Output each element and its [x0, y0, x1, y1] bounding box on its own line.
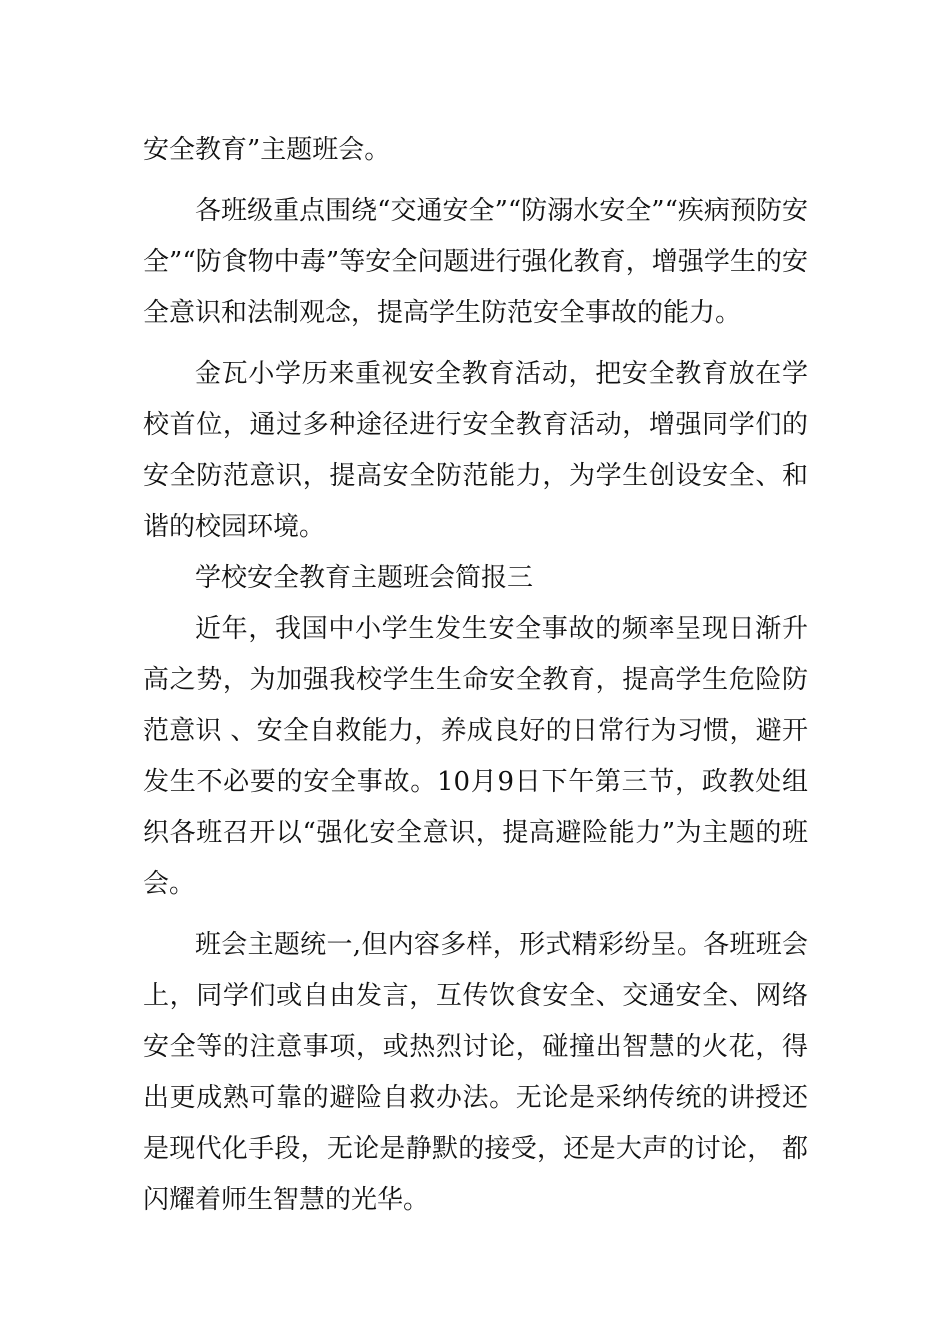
paragraph-safety-topics: 各班级重点围绕“交通安全”“防溺水安全”“疾病预防安全”“防食物中毒”等安全问题进行强化教育，增强学生的安全意识和法制观念，提高学生防范安全事故的能力。 — [143, 196, 808, 328]
document-body — [143, 125, 808, 1226]
paragraph-continuation: 安全教育”主题班会。 — [143, 135, 391, 165]
paragraph-class-meeting: 班会主题统一,但内容多样，形式精彩纷呈。各班班会上，同学们或自由发言，互传饮食安全、交通安全、网络安全等的注意事项，或热烈讨论，碰撞出智慧的火花，得出更成熟可靠的避险自救办法。无论是采纳传统的讲授还是现代化手段，无论是静默的接受，还是大声的讨论， 都闪耀着师生智慧的光华。 — [143, 930, 808, 1215]
paragraph-jinwa-school: 金瓦小学历来重视安全教育活动，把安全教育放在学校首位，通过多种途径进行安全教育活动，增强同学们的安全防范意识，提高安全防范能力，为学生创设安全、和谐的校园环境。 — [143, 359, 808, 542]
paragraph-recent-years: 近年，我国中小学生发生安全事故的频率呈现日渐升高之势，为加强我校学生生命安全教育，提高学生危险防范意识 、安全自救能力，养成良好的日常行为习惯，避开发生不必要的安全事故。10月9日下午第三节，政教处组织各班召开以“强化安全意识，提高避险能力”为主题的班会。 — [143, 614, 808, 899]
section-heading: 学校安全教育主题班会简报三 — [195, 563, 534, 593]
